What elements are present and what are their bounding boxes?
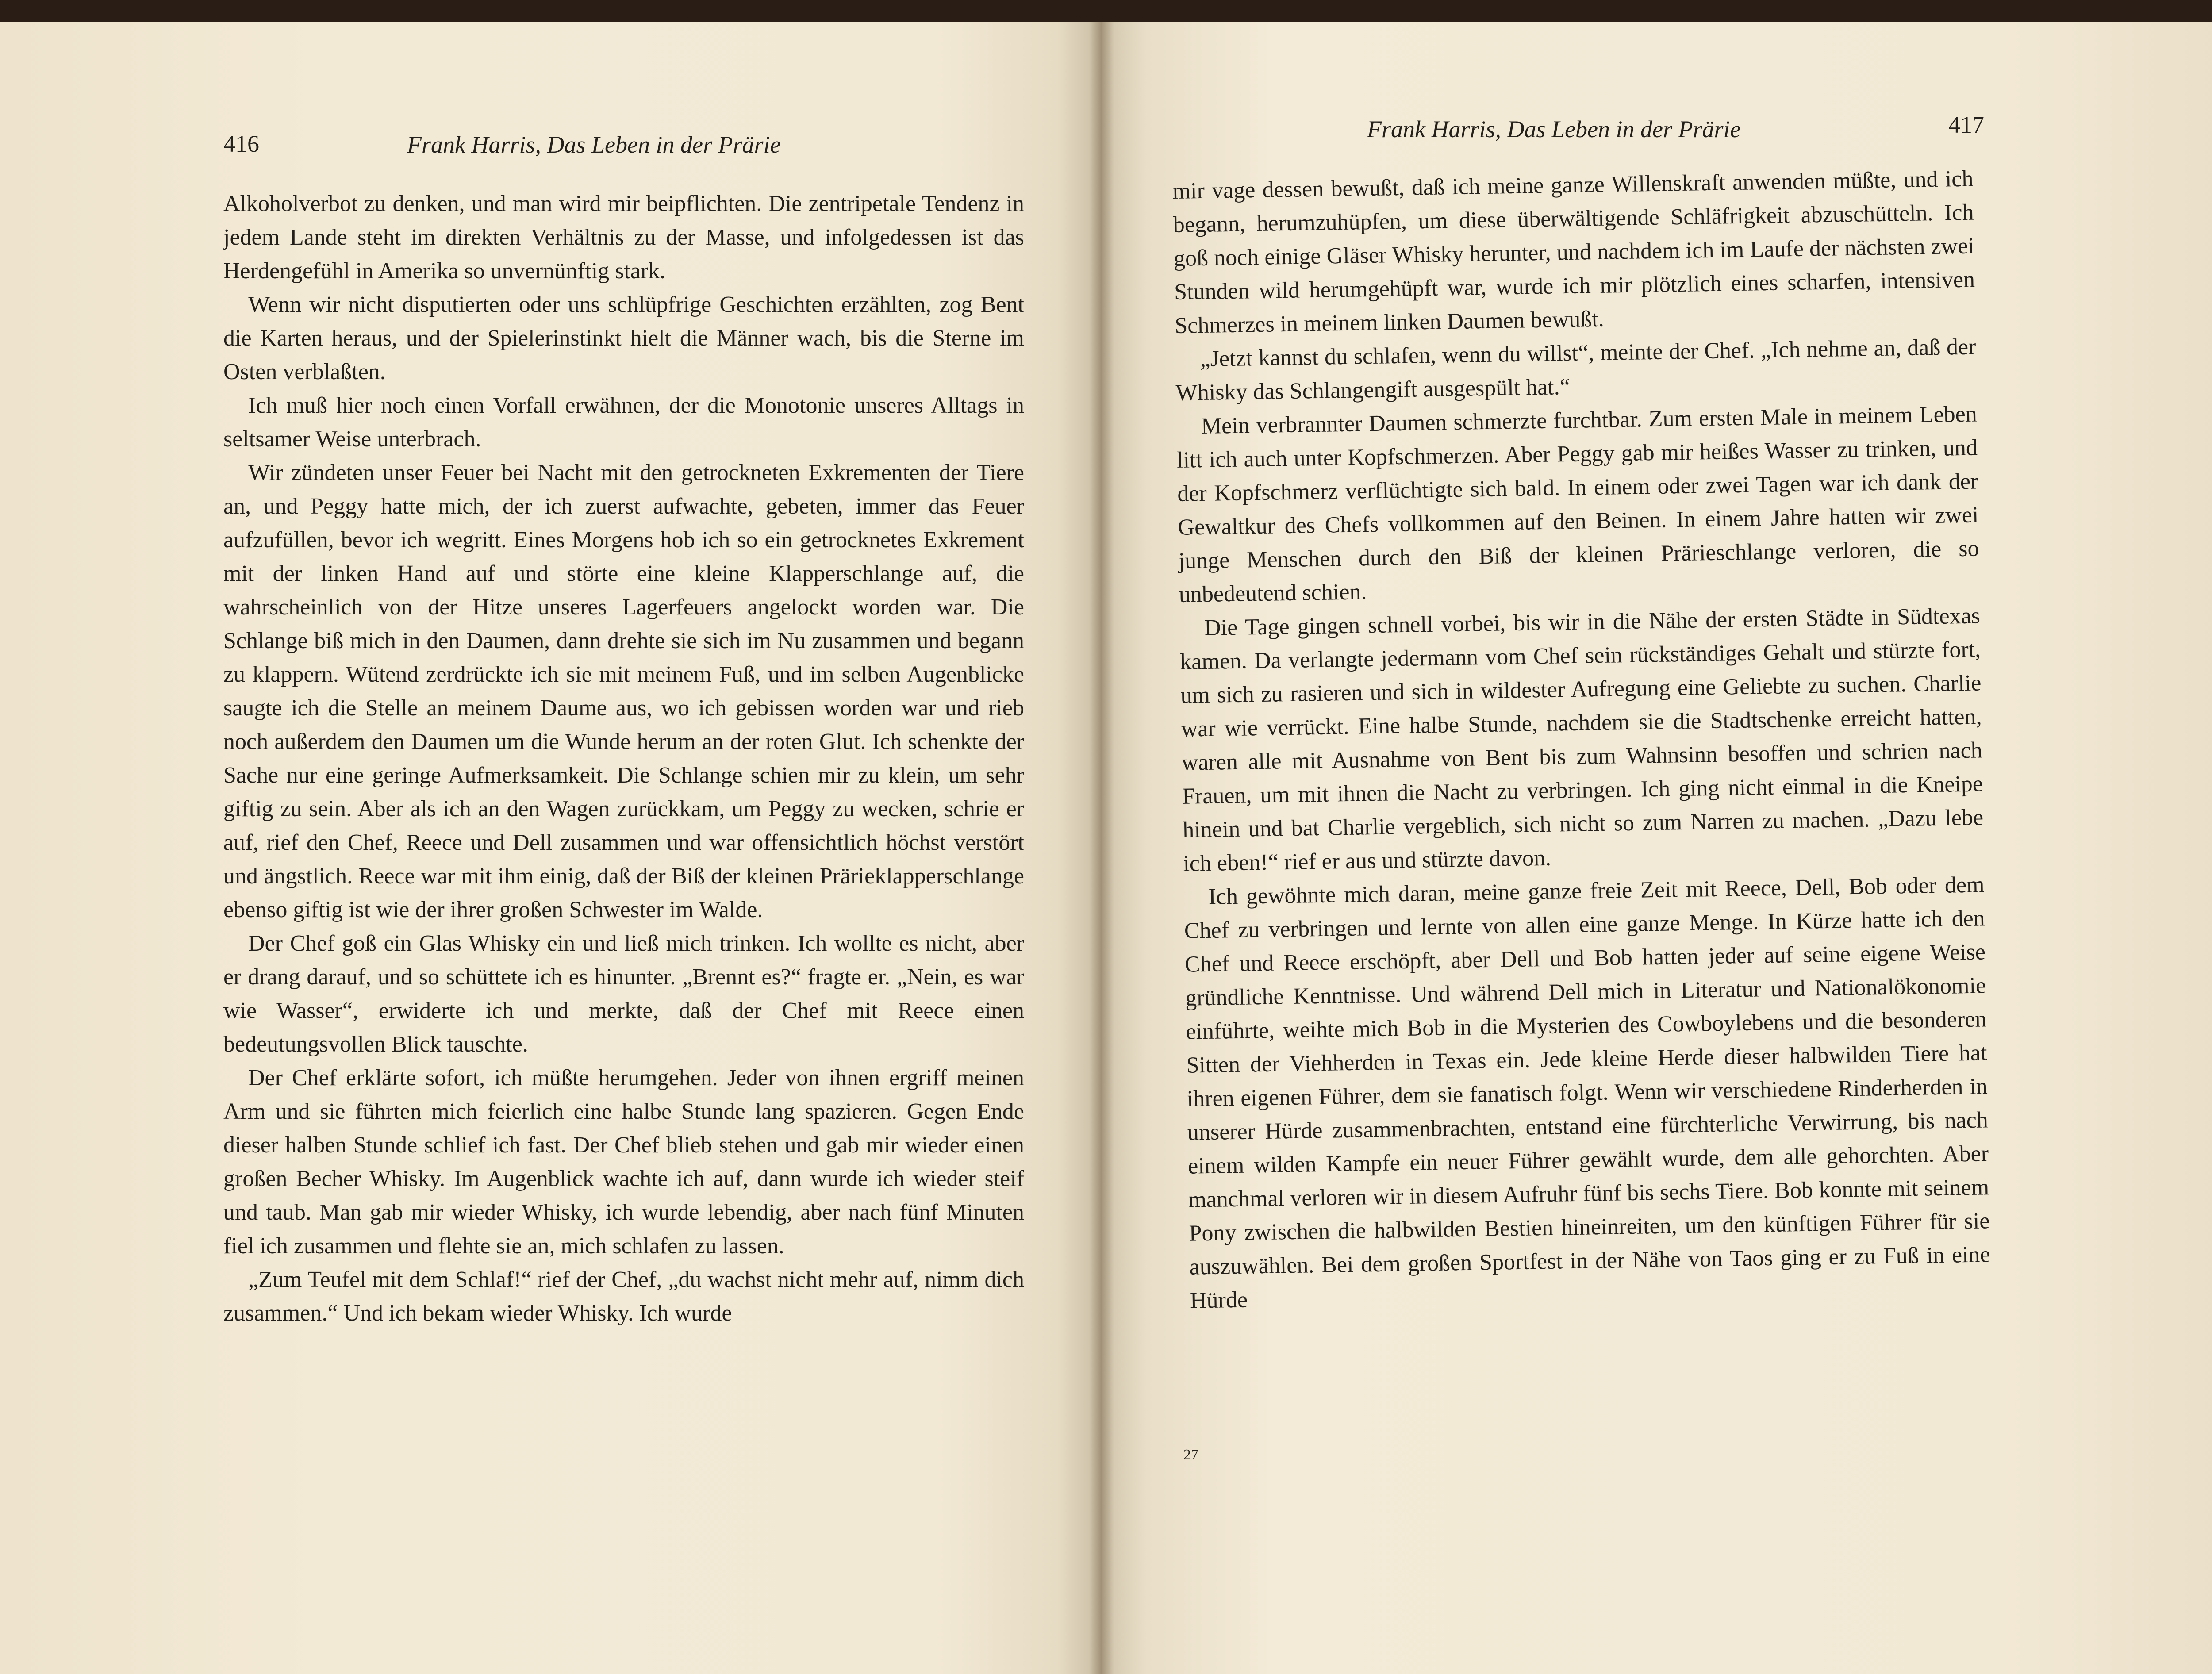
paragraph: Der Chef goß ein Glas Whisky ein und ließ mich trinken. Ich wollte es nicht, aber er drang darauf, und so schüttete ich es hinunter. „Brennt es?“ fragte er. „Nein, es war wie Wasser“, erwiderte ich und merkte, daß der Chef mit Reece einen bedeutungsvollen Blick tauschte. <box>223 931 1024 1057</box>
page-number: 417 <box>1948 111 1984 138</box>
body-text <box>223 187 1024 1330</box>
book-gutter <box>1089 22 1114 1674</box>
running-head: Frank Harris, Das Leben in der Prärie <box>407 131 781 158</box>
paragraph: Mein verbrannter Daumen schmerzte furchtbar. Zum ersten Male in meinem Leben litt ich auch unter Kopfschmerzen. Aber Peggy gab mir heißes Wasser zu trinken, und der Kopfschmerz verflüchtigte sich bald. In einem oder zwei Tagen war ich dank der Gewaltkur des Chefs vollkommen auf den Beinen. In einem Jahre hatten wir zwei junge Menschen durch den Biß der kleinen Prärieschlange verloren, die so unbedeutend schien. <box>1176 401 1979 607</box>
signature-mark: 27 <box>1183 1447 1198 1463</box>
paragraph: mir vage dessen bewußt, daß ich meine ganze Willenskraft anwenden müßte, und ich begann, herumzuhüpfen, um diese überwältigende Schläfrigkeit abzuschütteln. Ich goß noch einige Gläser Whisky herunter, und nachdem ich im Laufe der nächsten zwei Stunden wild herumgehüpft war, wurde ich mir plötzlich eines scharfen, intensiven Schmerzes in meinem linken Daumen bewußt. <box>1172 166 1975 338</box>
paragraph: Alkoholverbot zu denken, und man wird mir beipflichten. Die zentripetale Tendenz in jedem Lande steht im direkten Verhältnis zu der Masse, und infolgedessen ist das Herdengefühl in Amerika so unvernünftig stark. <box>223 191 1024 284</box>
paragraph: Der Chef erklärte sofort, ich müßte herumgehen. Jeder von ihnen ergriff meinen Arm und sie führten mich feierlich eine halbe Stunde lang spazieren. Gegen Ende dieser halben Stunde schlief ich fast. Der Chef blieb stehen und gab mir wieder einen großen Becher Whisky. Im Augenblick wachte ich auf, dann wurde ich wieder steif und taub. Man gab mir wieder Whisky, ich wurde lebendig, aber nach fünf Minuten fiel ich zusammen und flehte sie an, mich schlafen zu lassen. <box>223 1065 1024 1259</box>
paragraph: „Jetzt kannst du schlafen, wenn du willst“, meinte der Chef. „Ich nehme an, daß der Whisky das Schlangengift ausgespült hat.“ <box>1175 334 1976 406</box>
paragraph: „Zum Teufel mit dem Schlaf!“ rief der Chef, „du wachst nicht mehr auf, nimm dich zusammen.“ Und ich bekam wieder Whisky. Ich wurde <box>223 1267 1024 1326</box>
page-number: 416 <box>223 131 259 157</box>
paragraph: Wir zündeten unser Feuer bei Nacht mit den getrockneten Exkrementen der Tiere an, und Peggy hatte mich, der ich zuerst aufwachte, gebeten, immer das Feuer aufzufüllen, bevor ich wegritt. Eines Morgens hob ich so ein getrocknetes Exkrement mit der linken Hand auf und störte eine kleine Klapperschlange auf, die wahrscheinlich von der Hitze unseres Lagerfeuers angelockt worden war. Die Schlange biß mich in den Daumen, dann drehte sie sich im Nu zusammen und begann zu klappern. Wütend zerdrückte ich sie mit meinem Fuß, und im selben Augenblicke saugte ich die Stelle an meinem Daume aus, wo ich gebissen worden war und rieb noch außerdem den Daumen um die Wunde herum an der roten Glut. Ich schenkte der Sache nur eine geringe Aufmerksamkeit. Die Schlange schien mir zu klein, um sehr giftig zu sein. Aber als ich an den Wagen zurückkam, um Peggy zu wecken, schrie er auf, rief den Chef, Reece und Dell zusammen und war offensichtlich höchst verstört und ängstlich. Reece war mit ihm einig, daß der Biß der kleinen Prärieklapperschlange ebenso giftig ist wie der ihrer großen Schwester im Walde. <box>223 460 1024 922</box>
paragraph: Ich gewöhnte mich daran, meine ganze freie Zeit mit Reece, Dell, Bob oder dem Chef zu verbringen und lernte von allen eine ganze Menge. In Kürze hatte ich den Chef und Reece erschöpft, aber Dell und Bob hatten jeder auf seine eigene Weise gründliche Kenntnisse. Und während Dell mich in Literatur und Nationalökonomie einführte, weihte mich Bob in die Mysterien des Cowboylebens und die besonderen Sitten der Viehherden in Texas ein. Jede kleine Herde dieser halbwilden Tiere hat ihren eigenen Führer, dem sie fanatisch folgt. Wenn wir verschiedene Rinderherden in unserer Hürde zusammenbrachten, entstand eine fürchterliche Verwirrung, bis nach einem wilden Kampfe ein neuer Führer gewählt wurde, dem alle gehorchten. Aber manchmal verloren wir in diesem Aufruhr fünf bis sechs Tiere. Bob konnte mit seinem Pony zwischen die halbwilden Bestien hineinreiten, um den künftigen Führer für sie auszuwählen. Bei dem großen Sportfest in der Nähe von Taos ging er zu Fuß in eine Hürde <box>1184 872 1991 1313</box>
paragraph: Wenn wir nicht disputierten oder uns schlüpfrige Geschichten erzählten, zog Bent die Karten heraus, und der Spielerinstinkt hielt die Männer wach, bis die Sterne im Osten verblaßten. <box>223 292 1024 384</box>
right-page <box>1102 22 2212 1674</box>
running-head: Frank Harris, Das Leben in der Prärie <box>1367 116 1741 142</box>
paragraph: Die Tage gingen schnell vorbei, bis wir in die Nähe der ersten Städte in Südtexas kamen. Da verlangte jedermann vom Chef sein rückständiges Gehalt und stürzte fort, um sich zu rasieren und sich in wildester Aufregung eine Geliebte zu suchen. Charlie war wie verrückt. Eine halbe Stunde, nachdem sie die Stadtschenke erreicht hatten, waren alle mit Ausnahme von Bent bis zum Wahnsinn besoffen und schrien nach Frauen, um mit ihnen die Nacht zu verbringen. Ich ging nicht einmal in die Kneipe hinein und bat Charlie vergeblich, sich nicht so zum Narren zu machen. „Dazu lebe ich eben!“ rief er aus und stürzte davon. <box>1179 603 1984 876</box>
body-text <box>1172 162 1991 1318</box>
left-page <box>0 22 1102 1674</box>
open-book <box>0 22 2212 1674</box>
paragraph: Ich muß hier noch einen Vorfall erwähnen, der die Monotonie unseres Alltags in seltsamer Weise unterbrach. <box>223 393 1024 452</box>
